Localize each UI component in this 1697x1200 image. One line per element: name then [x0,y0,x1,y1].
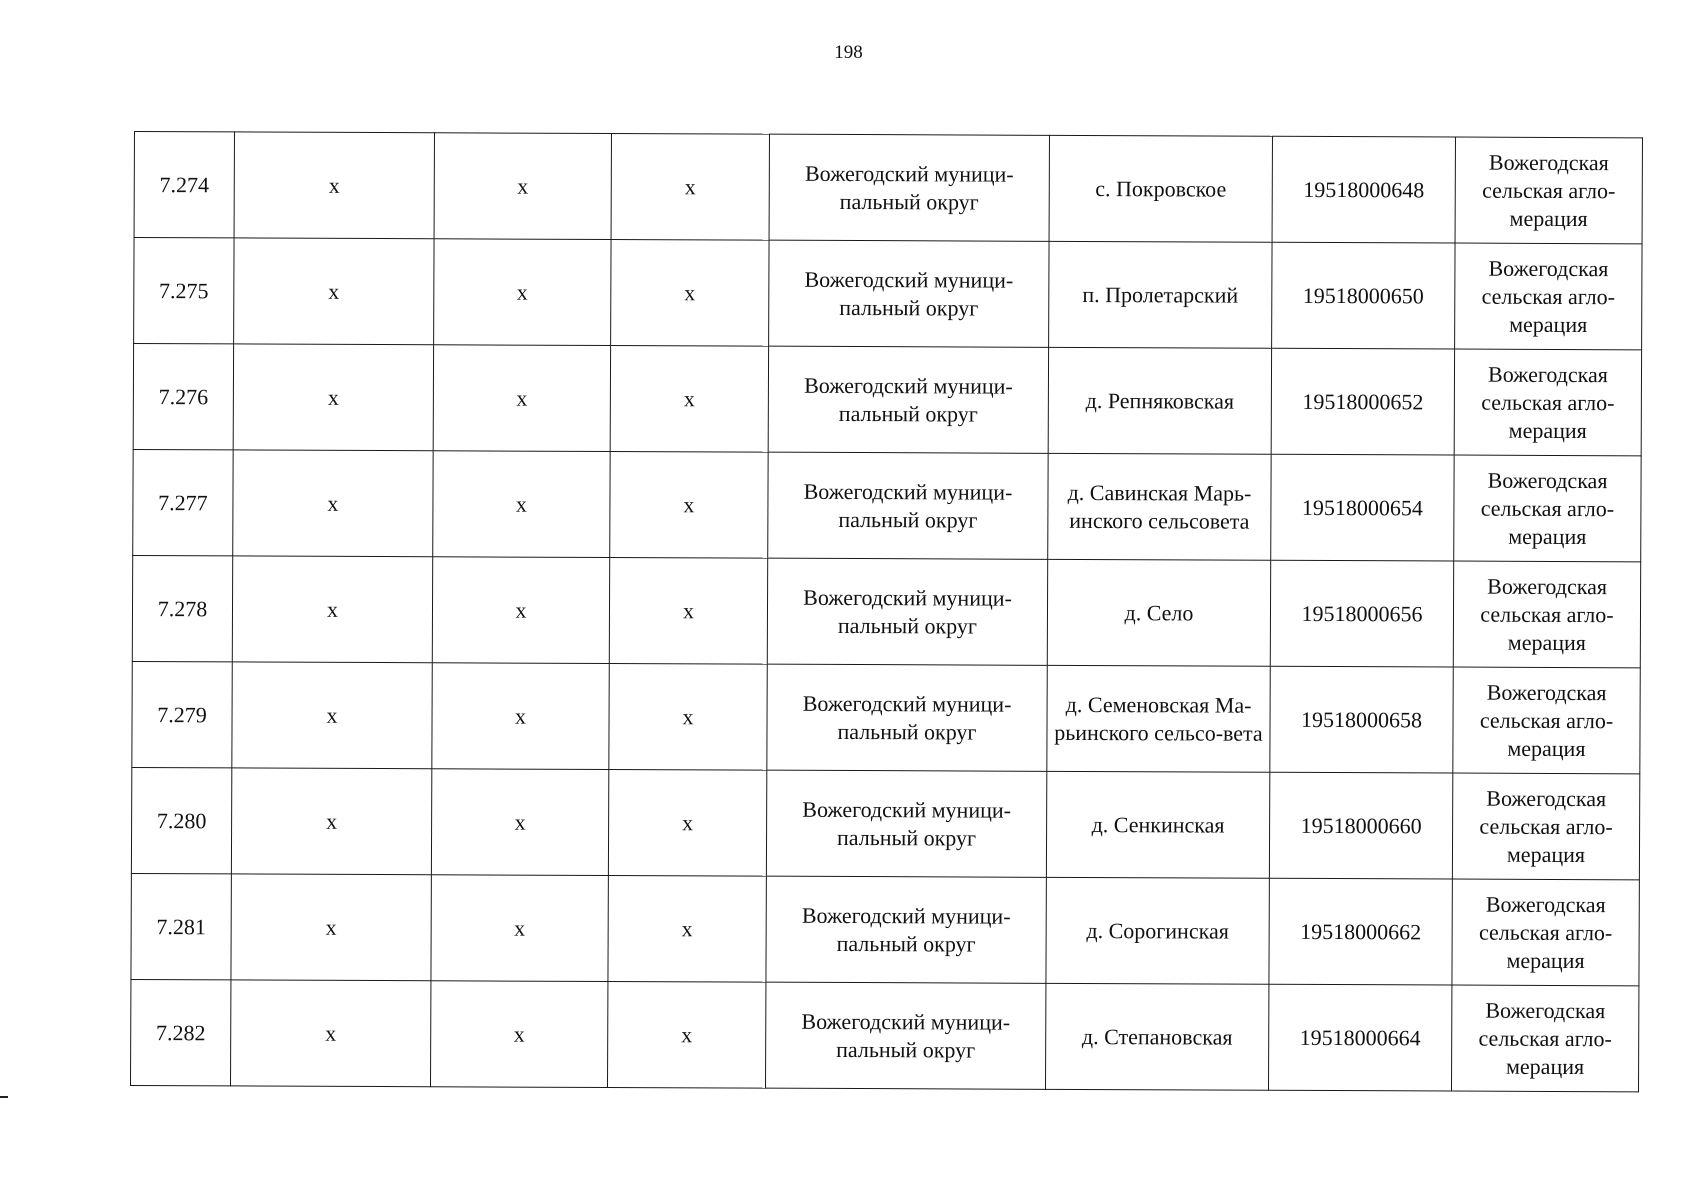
row-number-cell: 7.275 [134,238,234,344]
code-cell: 19518000658 [1270,666,1453,773]
agglomeration-cell: Вожегодская сельская агло-мерация [1455,243,1642,350]
table-row [131,767,1639,879]
agglomeration-cell: Вожегодская сельская агло-мерация [1454,455,1641,562]
code-cell: 19518000660 [1269,772,1452,879]
agglomeration-cell: Вожегодская сельская агло-мерация [1455,137,1642,244]
agglomeration-cell: Вожегодская сельская агло-мерация [1452,773,1639,880]
mark-cell-2: x [434,133,611,240]
district-cell: Вожегодский муници-пальный округ [767,664,1047,771]
code-cell: 19518000662 [1269,878,1452,985]
settlements-table [130,131,1643,1092]
mark-cell-1: x [233,450,433,557]
page-number: 198 [834,42,863,63]
mark-cell-3: x [610,345,768,452]
code-cell: 19518000656 [1270,560,1453,667]
row-number-cell: 7.276 [133,344,233,450]
agglomeration-cell: Вожегодская сельская агло-мерация [1453,667,1640,774]
mark-cell-3: x [607,981,765,1088]
mark-cell-2: x [432,557,609,664]
table-row [131,873,1639,985]
agglomeration-cell: Вожегодская сельская агло-мерация [1454,349,1641,456]
table-row [134,132,1642,244]
settlement-cell: д. Село [1047,559,1270,666]
agglomeration-cell: Вожегодская сельская агло-мерация [1451,985,1638,1092]
mark-cell-1: x [231,768,431,875]
scan-edge-mark [0,1096,8,1098]
district-cell: Вожегодский муници-пальный округ [768,452,1048,559]
mark-cell-3: x [609,557,767,664]
table-row [133,344,1641,456]
mark-cell-3: x [609,663,767,770]
agglomeration-cell: Вожегодская сельская агло-мерация [1453,561,1640,668]
mark-cell-2: x [430,981,607,1088]
settlement-cell: д. Репняковская [1048,347,1271,454]
mark-cell-3: x [610,451,768,558]
mark-cell-2: x [434,239,611,346]
row-number-cell: 7.278 [132,555,232,661]
code-cell: 19518000654 [1271,454,1454,561]
district-cell: Вожегодский муници-пальный округ [767,558,1047,665]
mark-cell-1: x [234,238,434,345]
row-number-cell: 7.282 [131,979,231,1085]
settlement-cell: д. Семеновская Ма-рьинского сельсо-вета [1047,665,1270,772]
settlement-cell: д. Сенкинская [1046,771,1269,878]
district-cell: Вожегодский муници-пальный округ [769,134,1049,241]
district-cell: Вожегодский муници-пальный округ [766,770,1046,877]
registry-sheet [130,131,1643,1092]
mark-cell-2: x [432,663,609,770]
settlement-cell: п. Пролетарский [1049,241,1272,348]
mark-cell-3: x [611,134,769,241]
row-number-cell: 7.279 [132,661,232,767]
settlement-cell: д. Степановская [1045,983,1268,1090]
mark-cell-1: x [231,980,431,1087]
mark-cell-3: x [608,875,766,982]
district-cell: Вожегодский муници-пальный округ [765,982,1045,1089]
mark-cell-2: x [431,769,608,876]
table-body [131,132,1643,1092]
code-cell: 19518000652 [1271,348,1454,455]
code-cell: 19518000650 [1272,242,1455,349]
mark-cell-1: x [233,344,433,451]
agglomeration-cell: Вожегодская сельская агло-мерация [1452,879,1639,986]
table-row [133,449,1641,561]
row-number-cell: 7.277 [133,449,233,555]
district-cell: Вожегодский муници-пальный округ [768,346,1048,453]
settlement-cell: с. Покровское [1049,135,1272,242]
mark-cell-3: x [608,769,766,876]
mark-cell-1: x [234,132,434,239]
table-row [134,238,1642,350]
code-cell: 19518000664 [1268,984,1451,1091]
row-number-cell: 7.274 [134,132,234,238]
table-row [132,661,1640,773]
district-cell: Вожегодский муници-пальный округ [769,240,1049,347]
table-row [132,555,1640,667]
settlement-cell: д. Сорогинская [1046,877,1269,984]
row-number-cell: 7.280 [131,767,231,873]
mark-cell-1: x [232,556,432,663]
mark-cell-1: x [232,662,432,769]
row-number-cell: 7.281 [131,873,231,979]
district-cell: Вожегодский муници-пальный округ [766,876,1046,983]
table-row [131,979,1639,1091]
settlement-cell: д. Савинская Марь-инского сельсовета [1048,453,1271,560]
code-cell: 19518000648 [1272,136,1455,243]
mark-cell-2: x [431,875,608,982]
mark-cell-3: x [611,239,769,346]
mark-cell-1: x [231,874,431,981]
mark-cell-2: x [433,345,610,452]
mark-cell-2: x [433,451,610,558]
